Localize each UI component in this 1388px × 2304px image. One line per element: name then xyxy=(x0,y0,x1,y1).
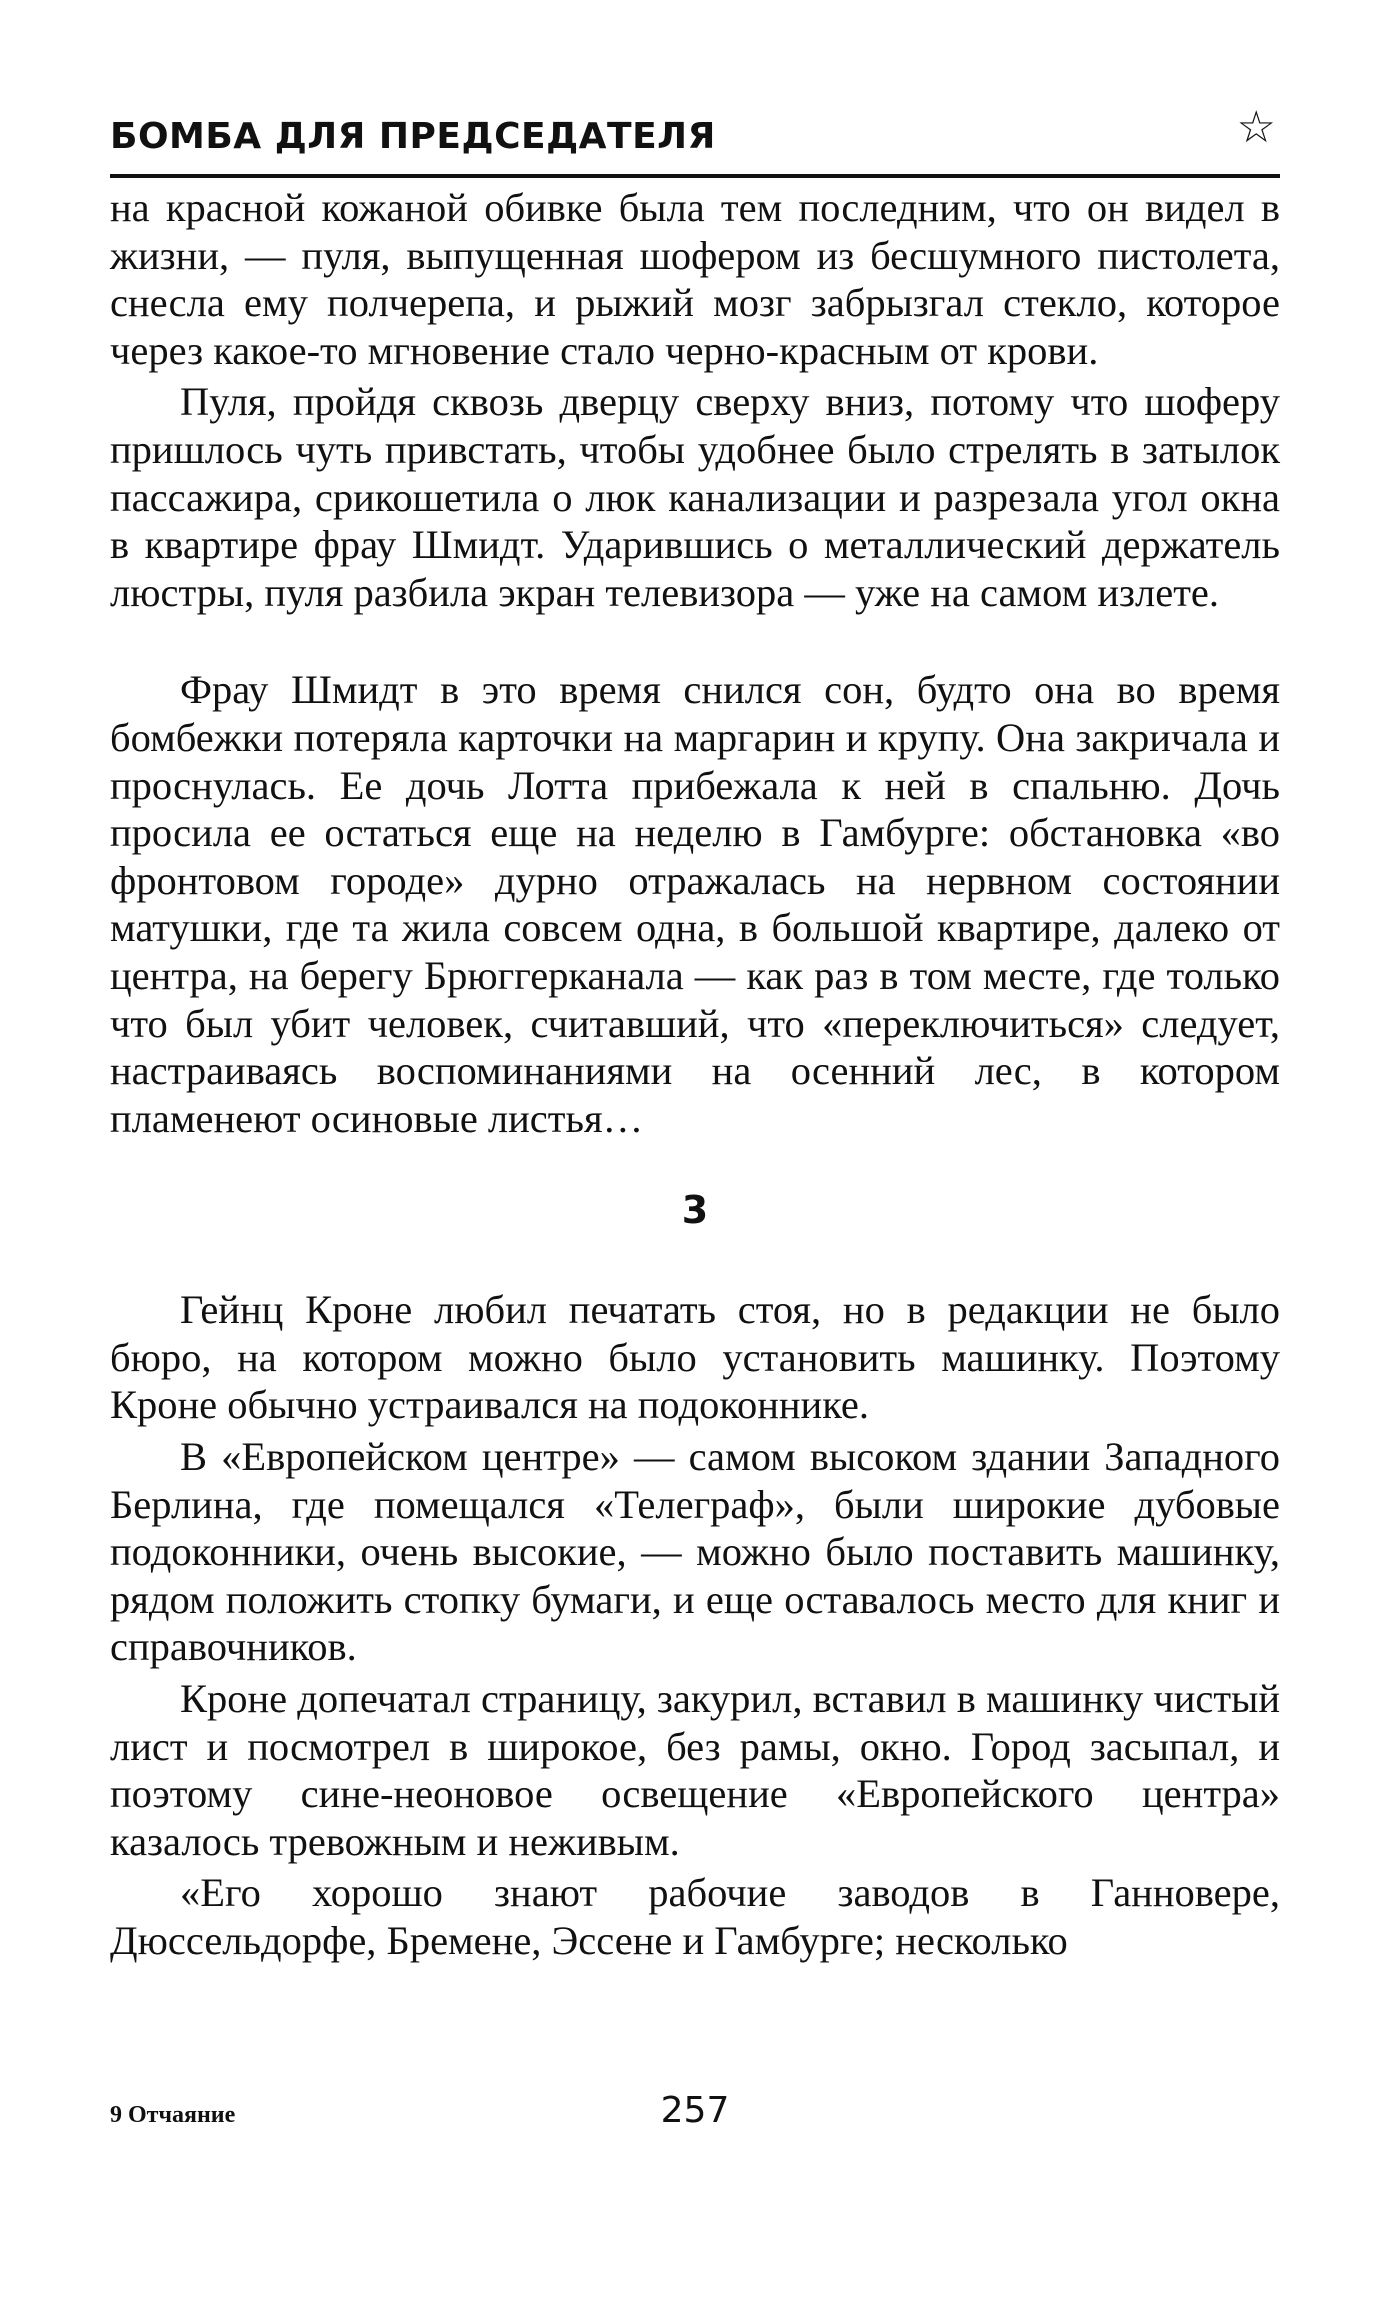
paragraph: «Его хорошо знают рабочие заводов в Ганновере, Дюссельдорфе, Бремене, Эссене и Гамбурге; несколько xyxy=(110,1870,1280,1963)
paragraph: В «Европейском центре» — самом высоком здании Западного Берлина, где помещался «Телеграф», были широкие дубовые подоконники, очень высокие, — можно было поставить машинку, рядом положить стопку бумаги, и еще оставалось место для книг и справочников. xyxy=(110,1434,1280,1670)
page-footer xyxy=(110,2090,1280,2150)
signature-mark: 9 Отчаяние xyxy=(110,2102,236,2128)
running-title: БОМБА ДЛЯ ПРЕДСЕДАТЕЛЯ xyxy=(110,116,716,157)
paragraph: Фрау Шмидт в это время снился сон, будто она во время бомбежки потеряла карточки на маргарин и крупу. Она закричала и проснулась. Ее дочь Лотта прибежала к ней в спальню. Дочь просила ее остаться еще на неделю в Гамбурге: обстановка «во фронтовом городе» дурно отражалась на нервном состоянии матушки, где та жила совсем одна, в большой квартире, далеко от центра, на берегу Брюггерканала — как раз в том месте, где только что был убит человек, считавший, что «переключиться» следует, настраиваясь воспоминаниями на осенний лес, в котором пламенеют осиновые листья… xyxy=(110,667,1280,1141)
page-number: 257 xyxy=(660,2090,730,2131)
running-header xyxy=(110,102,1280,178)
paragraph: Гейнц Кроне любил печатать стоя, но в редакции не было бюро, на котором можно было установить машинку. Поэтому Кроне обычно устраивался на подоконнике. xyxy=(110,1287,1280,1428)
section-number: 3 xyxy=(681,1188,709,1233)
star-icon: ☆ xyxy=(1236,102,1276,153)
book-page xyxy=(110,102,1280,2208)
paragraph: на красной кожаной обивке была тем последним, что он видел в жизни, — пуля, выпущенная шофером из бесшумного пистолета, снесла ему полчерепа, и рыжий мозг забрызгал стекло, которое через какое-то мгновение стало черно-красным от крови. xyxy=(110,185,1280,373)
body-text xyxy=(110,184,1280,1965)
paragraph: Кроне допечатал страницу, закурил, вставил в машинку чистый лист и посмотрел в широкое, без рамы, окно. Город засыпал, и поэтому сине-неоновое освещение «Европейского центра» казалось тревожным и неживым. xyxy=(110,1676,1280,1864)
paragraph: Пуля, пройдя сквозь дверцу сверху вниз, потому что шоферу пришлось чуть привстать, чтобы удобнее было стрелять в затылок пассажира, срикошетила о люк канализации и разрезала угол окна в квартире фрау Шмидт. Ударившись о металлический держатель люстры, пуля разбила экран телевизора — уже на самом излете. xyxy=(110,379,1280,615)
